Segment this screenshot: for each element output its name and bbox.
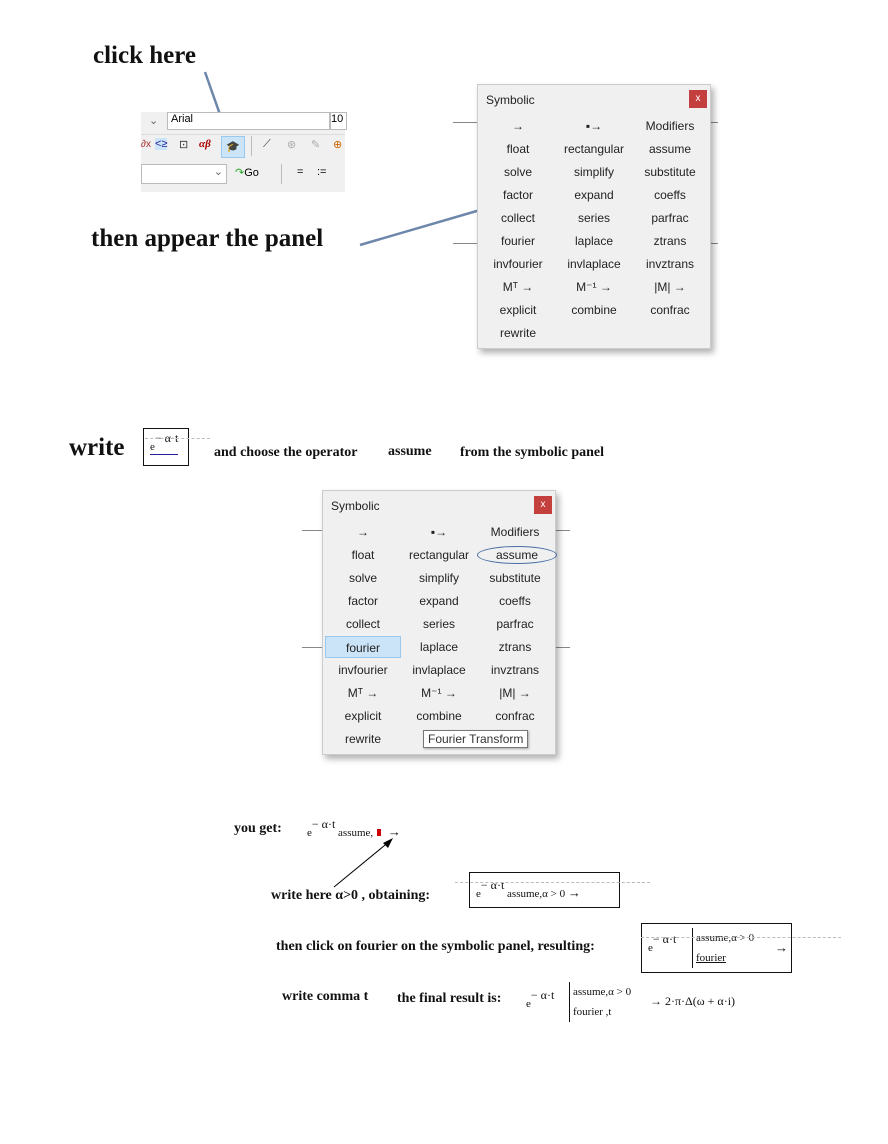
result-expression-1: e− α·t assume, → [307,817,401,839]
then-appear-label: then appear the panel [91,225,324,252]
then-click-label: then click on fourier on the symbolic panel, resulting: [276,939,595,954]
operator-fourier[interactable]: fourier [325,636,401,658]
operator-rectangular[interactable]: rectangular [563,142,625,156]
operator-rewrite[interactable]: rewrite [344,732,381,746]
equals-button[interactable]: = [297,166,304,178]
operator-m[interactable]: M⁻¹ → [576,280,612,294]
click-here-label: click here [93,42,196,69]
font-select[interactable]: Arial [167,112,330,130]
go-arrow-icon: ↷ [235,167,245,179]
operator-invfourier[interactable]: invfourier [493,257,543,271]
operator-explicit[interactable]: explicit [344,709,382,723]
chevron-down-icon[interactable]: ⌄ [149,115,159,127]
write-here-label: write here α>0 , obtaining: [271,888,431,903]
write-comma-label: write comma t [282,989,369,1004]
operator-confrac[interactable]: confrac [650,303,690,317]
polar-icon[interactable]: ⊕ [333,139,343,151]
pointer-arrows [0,0,888,300]
operator-op-0-1[interactable]: ▪→ [585,119,603,133]
operator-fourier[interactable]: fourier [500,234,535,248]
operator-factor[interactable]: factor [347,594,378,608]
greek-icon[interactable]: αβ [199,138,211,150]
operator-substitute[interactable]: substitute [644,165,696,179]
operator-solve[interactable]: solve [348,571,377,585]
operator-simplify[interactable]: simplify [573,165,614,179]
operator-series[interactable]: series [422,617,455,631]
operator-solve[interactable]: solve [503,165,532,179]
you-get-label: you get: [234,821,282,836]
style-select[interactable]: ⌄ [141,164,227,184]
evaluation-icon[interactable]: <≥ [155,138,168,150]
operator-op-0-1[interactable]: ▪→ [430,525,448,539]
operator-simplify[interactable]: simplify [418,571,459,585]
operator-invlaplace[interactable]: invlaplace [567,257,621,271]
operator-laplace[interactable]: laplace [419,640,459,654]
toolbar-snippet [141,112,345,192]
final-expression: e− α·t assume,α > 0 fourier ,t → 2·π·Δ(ω + α·i) [526,982,766,1022]
operator-invfourier[interactable]: invfourier [338,663,388,677]
operator-parfrac[interactable]: parfrac [496,617,534,631]
symbolic-toolbar-button[interactable]: 🎓 [221,136,245,158]
expression-box[interactable]: e− α·t [143,428,189,466]
operator-expand[interactable]: expand [419,594,459,608]
operator-m[interactable]: |M| → [654,280,686,294]
operator-expand[interactable]: expand [574,188,614,202]
operator-combine[interactable]: combine [571,303,617,317]
from-panel-label: from the symbolic panel [460,445,605,460]
operator-coeffs[interactable]: coeffs [499,594,531,608]
operator-invztrans[interactable]: invztrans [645,257,695,271]
operator-m[interactable]: |M| → [499,686,531,700]
define-button[interactable]: := [317,166,327,178]
operator-collect[interactable]: collect [345,617,380,631]
go-button[interactable]: ↷Go [235,167,259,179]
font-size-select[interactable]: 10 [330,112,347,130]
operator-parfrac[interactable]: parfrac [651,211,689,225]
close-button[interactable]: x [534,496,552,514]
write-label: write [69,434,125,461]
operator-laplace[interactable]: laplace [574,234,614,248]
graph-icon[interactable]: ⟋ [263,138,271,150]
operator-explicit[interactable]: explicit [499,303,537,317]
operator-confrac[interactable]: confrac [495,709,535,723]
operator-invztrans[interactable]: invztrans [490,663,540,677]
panel-title: Symbolic [331,499,380,513]
trace-icon[interactable]: ⊛ [287,139,297,151]
symbolic-panel-2 [322,490,556,755]
fourier-tooltip: Fourier Transform [423,730,528,748]
calculus-icon[interactable]: ∂x [141,139,151,150]
operator-ztrans[interactable]: ztrans [653,234,687,248]
final-result-label: the final result is: [397,991,502,1006]
operator-float[interactable]: float [351,548,375,562]
operator-series[interactable]: series [577,211,610,225]
operator-m[interactable]: Mᵀ → [347,686,379,700]
operator-m[interactable]: M⁻¹ → [421,686,457,700]
operator-ztrans[interactable]: ztrans [498,640,532,654]
operator-collect[interactable]: collect [500,211,535,225]
panel-title: Symbolic [486,93,535,107]
operator-modifiers[interactable]: Modifiers [490,525,540,539]
zoom-graph-icon[interactable]: ✎ [311,139,321,151]
operator-factor[interactable]: factor [502,188,533,202]
operator-combine[interactable]: combine [416,709,462,723]
operator-coeffs[interactable]: coeffs [654,188,686,202]
operator-rectangular[interactable]: rectangular [408,548,470,562]
operator-float[interactable]: float [506,142,530,156]
operator-op-0-0[interactable]: → [512,119,524,133]
operator-m[interactable]: Mᵀ → [502,280,534,294]
operator-rewrite[interactable]: rewrite [499,326,536,340]
symbolic-panel [477,84,711,349]
expression-box-2[interactable]: e− α·t assume,α > 0 → [469,872,620,908]
operator-assume[interactable]: assume [648,142,692,156]
operator-invlaplace[interactable]: invlaplace [412,663,466,677]
expression-box-3[interactable]: e− α·t assume,α > 0 fourier → [641,923,792,973]
close-button[interactable]: x [689,90,707,108]
operator-assume[interactable]: assume [477,544,553,566]
arrow-to-placeholder [330,835,400,890]
programming-icon[interactable]: ⊡ [179,139,189,151]
operator-op-0-0[interactable]: → [357,525,369,539]
assume-word: assume [388,444,432,459]
choose-operator-label: and choose the operator [214,445,358,460]
operator-substitute[interactable]: substitute [489,571,541,585]
operator-modifiers[interactable]: Modifiers [645,119,695,133]
